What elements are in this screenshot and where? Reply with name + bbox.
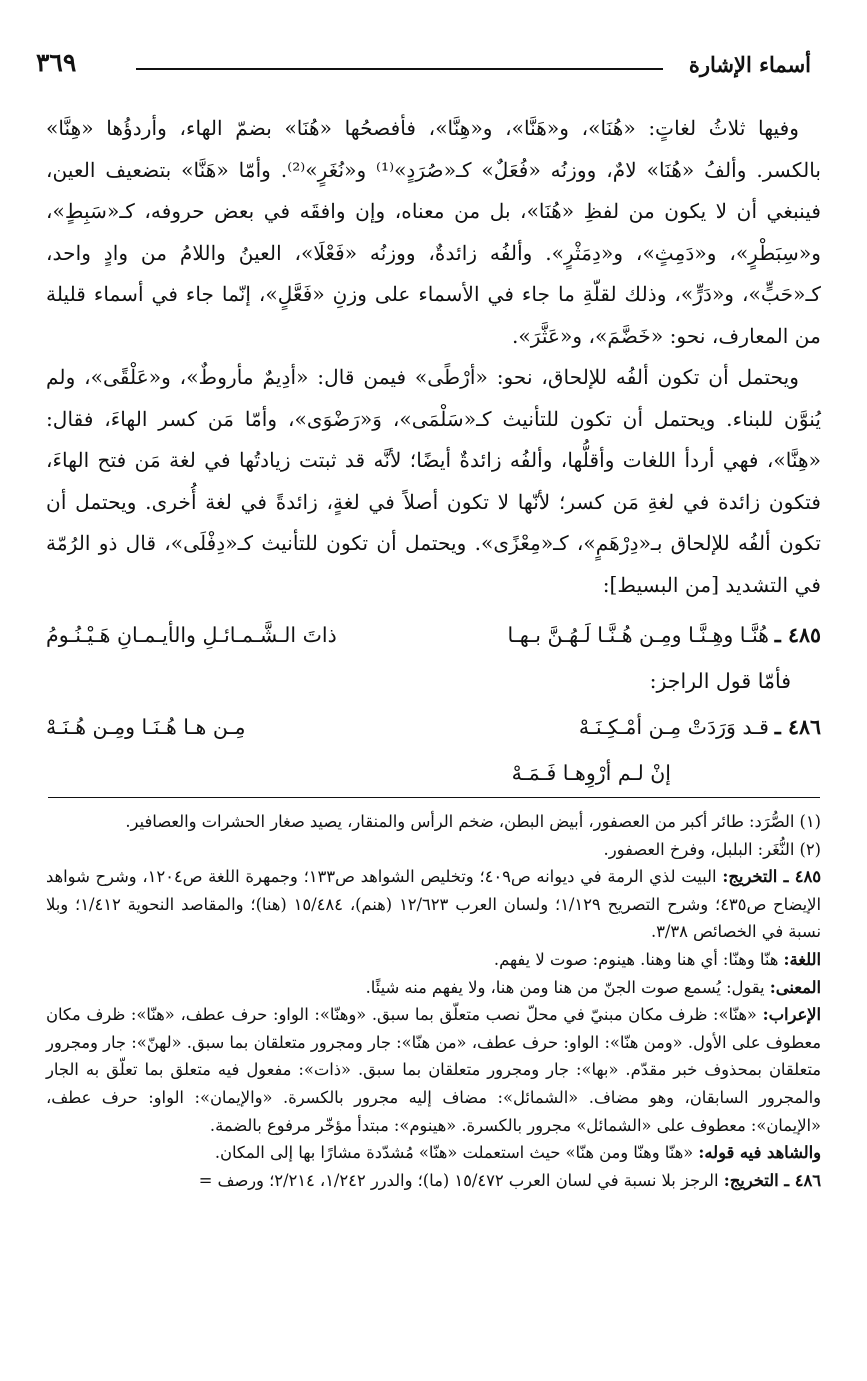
irab-text: «هنّا»: ظرف مكان مبنيّ في محلّ نصب متعلّق بما سبق. «وهنّا»: الواو: حرف عطف، «هنّا»: ظرف مكان معطوف على الأول. «ومن هنّا»: الواو: حرف عطف، «من هنّا»: جار ومجرور متعلقان بما سبق. «لهنّ»: جار ومجرور متعلقان بمحذوف خبر مقدّم. «بها»: جار ومجرور متعلقان بما سبق. «ذات»: مفعول فيه متعلق بما تعلّق به الجار والمجرور السابقان، وهو مضاف. «الشمائل»: مضاف إليه مجرور بالكسرة. «والإيمان»: الواو: حرف عطف، «الإيمان»: معطوف على «الشمائل» مجرور بالكسرة. «هينوم»: مبتدأ مؤخّر مرفوع بالضمة.: [46, 1005, 821, 1135]
verse-486-intro: فأمّا قول الراجز:: [649, 669, 791, 693]
shahid-note: [46, 1139, 821, 1167]
takhrij-485-text: البيت لذي الرمة في ديوانه ص٤٠٩؛ وتخليص الشواهد ص١٣٣؛ وجمهرة اللغة ص١٢٠٤، وشرح شواهد الإيضاح ص٤٣٥؛ وشرح التصريح ١/١٢٩؛ ولسان العرب ١٢/٦٢٣ (هنم)، ١٥/٤٨٤ (هنا)؛ والمقاصد النحوية ١/٤١٢؛ وبلا نسبة في الخصائص ٣/٣٨.: [46, 867, 821, 942]
chapter-title: أسماء الإشارة: [688, 52, 811, 77]
takhrij-485-label: ٤٨٥ ـ التخريج:: [722, 867, 822, 887]
verse-485-second-hemistich: ذاتَ الـشَّـمـائـلِ والأيـمـانِ هَـيْـنُـومُ: [46, 623, 337, 647]
verse-486-second-hemistich: مِـن هـا هُـنَـا ومِـن هُـنَـهْ: [46, 715, 246, 739]
lugha-text: هنّا وهنّا: أي هنا وهنا. هينوم: صوت لا يفهم.: [493, 949, 779, 969]
mana-text: يقول: يُسمع صوت الجنّ من هنا ومن هنا، ولا يفهم منه شيئًا.: [365, 977, 765, 997]
verse-485-first-hemistich: هُنَّـا وهِـنَّـا ومِـن هُـنَّـا لَـهُـنَّ بـهـا: [507, 623, 769, 647]
page-number: ٣٦٩: [36, 48, 77, 77]
verse-485: [46, 612, 821, 658]
paragraph-2: ويحتمل أن تكون ألفُه للإلحاق، نحو: «أرْطًى» فيمن قال: «أدِيمٌ مأروطٌ»، و«عَلْقًى»، ولم يُنوَّن للبناء. ويحتمل أن تكون للتأنيث كـ«سَلْمَى»، وَ«رَضْوَى»، وأمّا مَن كسر الهاءَ، فقال: «هِنَّا»، فهي أردأ اللغات وأقلُّها، وألفُه زائدةٌ أيضًا؛ لأنَّه قد ثبتت زيادتُها في لغة مَن فتح الهاءَ، فتكون زائدة في لغةِ مَن كسر؛ لأنّها لا تكون أصلاً في لغةٍ، زائدةً في لغة أُخرى. ويحتمل أن تكون ألفُه للإلحاق بـ«دِرْهَمٍ»، كـ«مِعْزًى». ويحتمل أن تكون للتأنيث كـ«دِفْلَى»، قال ذو الرُمّة في التشديد [من البسيط]:: [46, 365, 821, 597]
irab-note: [46, 1001, 821, 1139]
lugha-note: [46, 946, 821, 974]
verse-486-line-2: [46, 750, 821, 796]
takhrij-486-label: ٤٨٦ ـ التخريج:: [723, 1170, 821, 1190]
lugha-label: اللغة:: [783, 949, 821, 969]
verse-485-number: ٤٨٥ ـ: [774, 623, 821, 647]
verse-486-third-hemistich: إنْ لـم أرْوِهـا فَـمَـهْ: [511, 761, 671, 785]
takhrij-485: [46, 863, 821, 946]
paragraph-1: وفيها ثلاثُ لغاتٍ: «هُنَا»، و«هَنَّا»، و«هِنَّا»، فأفصحُها «هُنَا» بضمّ الهاء، وأردؤُها «هِنَّا» بالكسر. وألفُ «هُنَا» لامٌ، ووزنُه «فُعَلٌ» كـ«صُرَدٍ»⁽¹⁾ و«نُغَرٍ»⁽²⁾. وأمّا «هَنَّا» بتضعيف العين، فينبغي أن لا يكون من لفظِ «هُنَا»، بل من معناه، وإن وافقَه في بعض حروفه، كـ«سَبِطٍ»، و«سِبَطْرٍ»، و«دَمِثٍ»، و«دِمَثْرٍ». وألفُه زائدةٌ، ووزنُه «فَعْلَا»، العينُ واللامُ من وادٍ واحد، كـ«حَبٍّ»، و«دَرٍّ»، وذلك لقلّةِ ما جاء في الأسماء على وزنِ «فَعَّلٍ»، إنّما جاء في أسماء قليلة من المعارف، نحو: «خَضَّمَ»، و«عَثَّرَ».: [46, 116, 822, 348]
mana-note: [46, 974, 821, 1002]
footnote-separator: [48, 797, 820, 798]
footnote-2: (٢) النُّغَر: البلبل، وفرخ العصفور.: [603, 839, 821, 859]
running-header: [36, 48, 811, 82]
irab-label: الإعراب:: [762, 1005, 821, 1025]
main-text: [46, 108, 821, 796]
verse-486-line-1: [46, 704, 821, 750]
verse-486-first-hemistich: قـد وَرَدَتْ مِـن أمْـكِـنَـهْ: [578, 715, 769, 739]
footnotes: [46, 808, 821, 1194]
verse-486-number: ٤٨٦ ـ: [774, 715, 821, 739]
header-rule: [136, 68, 663, 70]
shahid-label: والشاهد فيه قوله:: [698, 1143, 821, 1163]
takhrij-486-text: الرجز بلا نسبة في لسان العرب ١٥/٤٧٢ (ما)؛ والدرر ١/٢٤٢، ٢/٢١٤؛ ورصف =: [198, 1170, 719, 1190]
shahid-text: «هنّا وهنّا ومن هنّا» حيث استعملت «هنّا» مُشدّدة مشارًا بها إلى المكان.: [214, 1143, 694, 1163]
mana-label: المعنى:: [769, 977, 821, 997]
takhrij-486: [46, 1167, 821, 1195]
footnote-1: (١) الصُّرَد: طائر أكبر من العصفور، أبيض البطن، ضخم الرأس والمنقار، يصيد صغار الحشرات والعصافير.: [125, 812, 821, 831]
